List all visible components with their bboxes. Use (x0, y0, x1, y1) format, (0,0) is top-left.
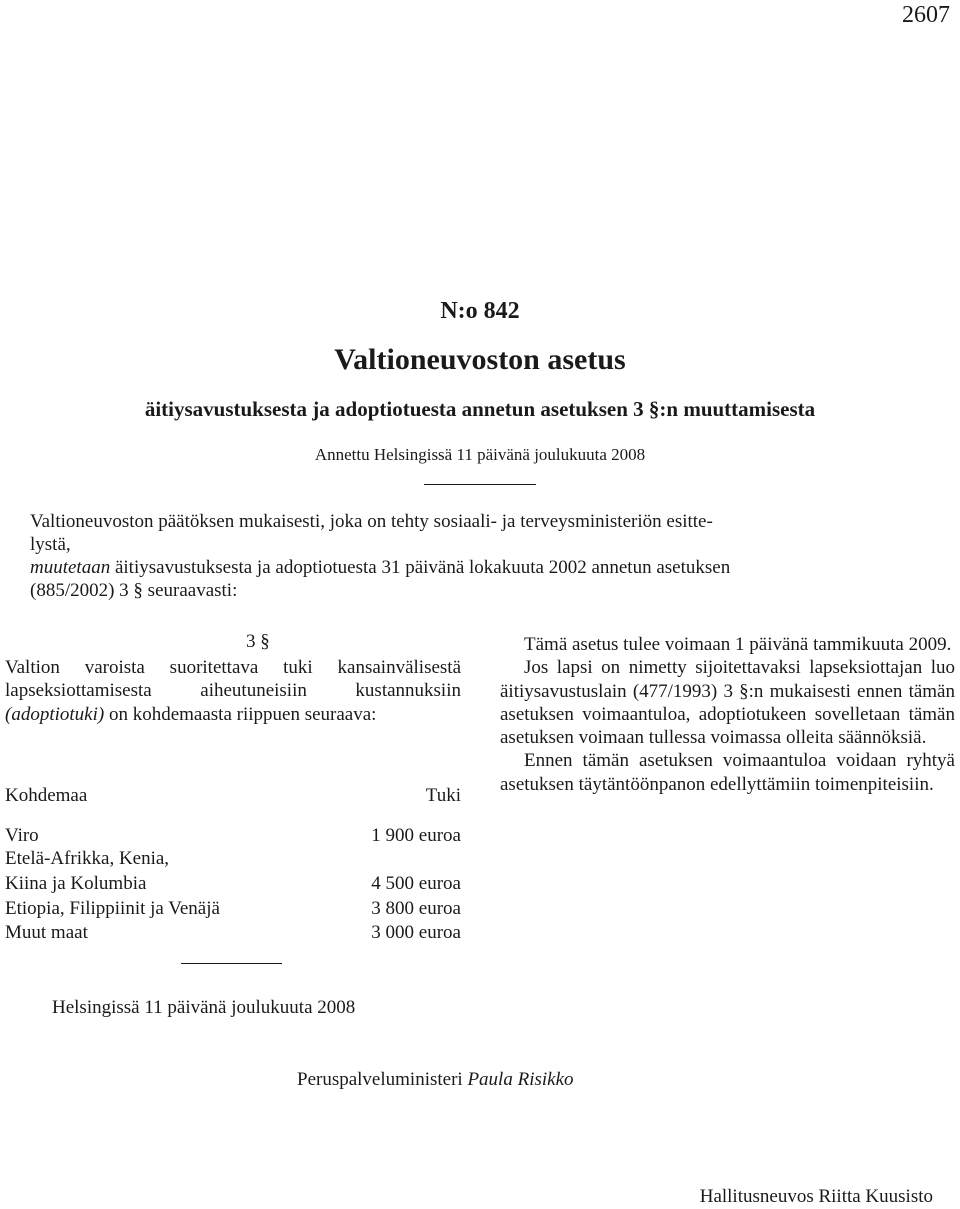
counsellor-signature: Hallitusneuvos Riitta Kuusisto (699, 1186, 933, 1207)
paragraph-transitional: Jos lapsi on nimetty sijoitettavaksi lapseksiottajan luo äitiysavustuslain (477/1993) 3 §:n mukaisesti ennen tämän asetuksen voimaantuloa, adoptiotukeen sovelletaan tämän asetuksen voimaan tullessa voimassa olleita säännöksiä. (500, 657, 955, 749)
entry-into-force-text (500, 633, 955, 796)
preamble-line-4: (885/2002) 3 § seuraavasti: (30, 580, 238, 601)
section-text-before: Valtion varoista suoritettava tuki kansainvälisestä lapseksiottamisesta aiheutuneisiin kustannuksiin (5, 657, 461, 702)
preamble (30, 510, 960, 602)
preamble-line-1: Valtioneuvoston päätöksen mukaisesti, joka on tehty sosiaali- ja terveysministeriön esitte- (30, 511, 713, 532)
paragraph-preparatory: Ennen tämän asetuksen voimaantuloa voidaan ryhtyä asetuksen täytäntöönpanon edellyttämiin toimenpiteisiin. (500, 750, 955, 795)
table-row (5, 898, 461, 920)
table-header-country: Kohdemaa (5, 785, 88, 806)
table-cell-support: 3 800 euroa (371, 898, 461, 919)
table-cell-country: Etiopia, Filippiinit ja Venäjä (5, 898, 220, 919)
divider-rule (181, 963, 282, 964)
table-cell-support: 4 500 euroa (371, 873, 461, 894)
table-cell-country: Muut maat (5, 922, 88, 943)
table-header (5, 785, 461, 807)
preamble-line-3-rest: äitiysavustuksesta ja adoptiotuesta 31 päivänä lokakuuta 2002 annetun asetuksen (110, 557, 731, 578)
paragraph-entry-into-force: Tämä asetus tulee voimaan 1 päivänä tammikuuta 2009. (524, 634, 952, 655)
minister-title: Peruspalveluministeri (297, 1069, 463, 1090)
section-text-after: on kohdemaasta riippuen seuraava: (104, 703, 377, 725)
preamble-line-3 (30, 556, 960, 579)
table-cell-country: Viro (5, 825, 39, 846)
preamble-line-2: lystä, (30, 534, 71, 555)
document-subtitle: äitiysavustuksesta ja adoptiotuesta annetun asetuksen 3 §:n muuttamisesta (144, 397, 816, 421)
table-cell-country: Kiina ja Kolumbia (5, 873, 147, 894)
signature-place-date: Helsingissä 11 päivänä joulukuuta 2008 (52, 997, 356, 1018)
table-cell-support: 3 000 euroa (371, 922, 461, 943)
preamble-italic-verb: muutetaan (30, 557, 111, 578)
table-cell-support: 1 900 euroa (371, 825, 461, 846)
minister-signature (297, 1069, 574, 1091)
document-title: Valtioneuvoston asetus (334, 343, 626, 376)
statute-number: N:o 842 (440, 298, 520, 324)
table-cell-country: Etelä-Afrikka, Kenia, (5, 848, 170, 869)
section-text-italic-term: (adoptiotuki) (5, 703, 105, 725)
table-row (5, 922, 461, 944)
section-text (5, 656, 461, 726)
table-row (5, 873, 461, 895)
table-row (5, 825, 461, 847)
given-date: Annettu Helsingissä 11 päivänä joulukuuta 2008 (314, 445, 646, 464)
divider-rule (424, 484, 536, 485)
section-label: 3 § (246, 631, 270, 652)
table-header-support: Tuki (425, 785, 461, 806)
minister-name: Paula Risikko (467, 1069, 574, 1090)
table-row (5, 848, 461, 870)
page-number: 2607 (902, 2, 950, 28)
